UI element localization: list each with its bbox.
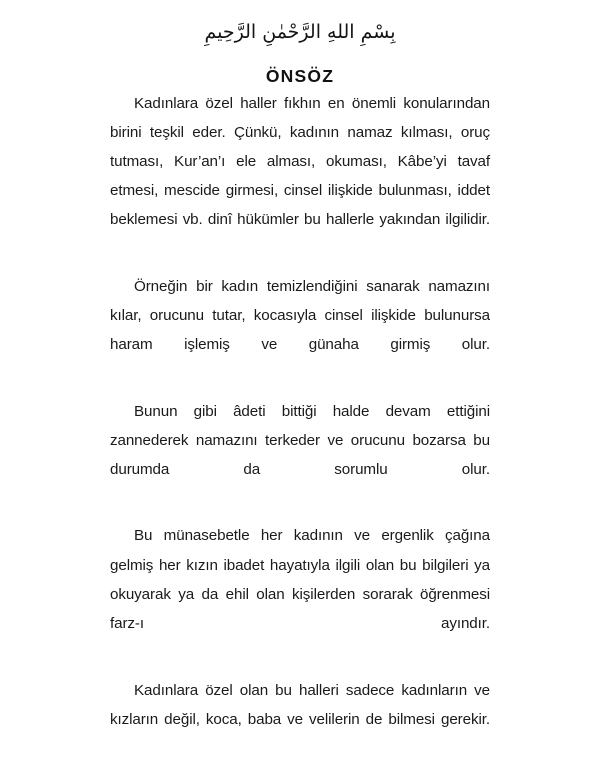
paragraph: Bu münasebetle her kadının ve ergenlik çağına gelmiş her kızın ibadet hayatıyla ilgili olan bu bilgileri ya okuyarak ya da ehil olan kişilerden sorarak öğrenmesi farz-ı ayındır. xyxy=(110,521,490,667)
basmala-arabic-text: بِسْمِ اللهِ الرَّحْمٰنِ الرَّحِيمِ xyxy=(110,0,490,46)
page-content xyxy=(110,0,490,763)
paragraph: Kadınlara özel olan bu halleri sadece kadınların ve kızların değil, koca, baba ve velilerin de bilmesi gerekir. xyxy=(110,676,490,763)
body-text xyxy=(110,89,490,763)
paragraph: Bunun gibi âdeti bittiği halde devam ettiğini zannederek namazını terkeder ve orucunu bozarsa bu durumda da sorumlu olur. xyxy=(110,397,490,514)
page-title: ÖNSÖZ xyxy=(110,46,490,89)
paragraph: Örneğin bir kadın temizlendiğini sanarak namazını kılar, orucunu tutar, kocasıyla cinsel ilişkide bulunursa haram işlemiş ve günaha girmiş olur. xyxy=(110,272,490,389)
paragraph: Kadınlara özel haller fıkhın en önemli konularından birini teşkil eder. Çünkü, kadının namaz kılması, oruç tutması, Kur’an’ı ele alması, okuması, Kâbe’yi tavaf etmesi, mescide girmesi, cinsel ilişkide bulunması, iddet beklemesi vb. dinî hükümler bu hallerle yakından ilgilidir. xyxy=(110,89,490,264)
